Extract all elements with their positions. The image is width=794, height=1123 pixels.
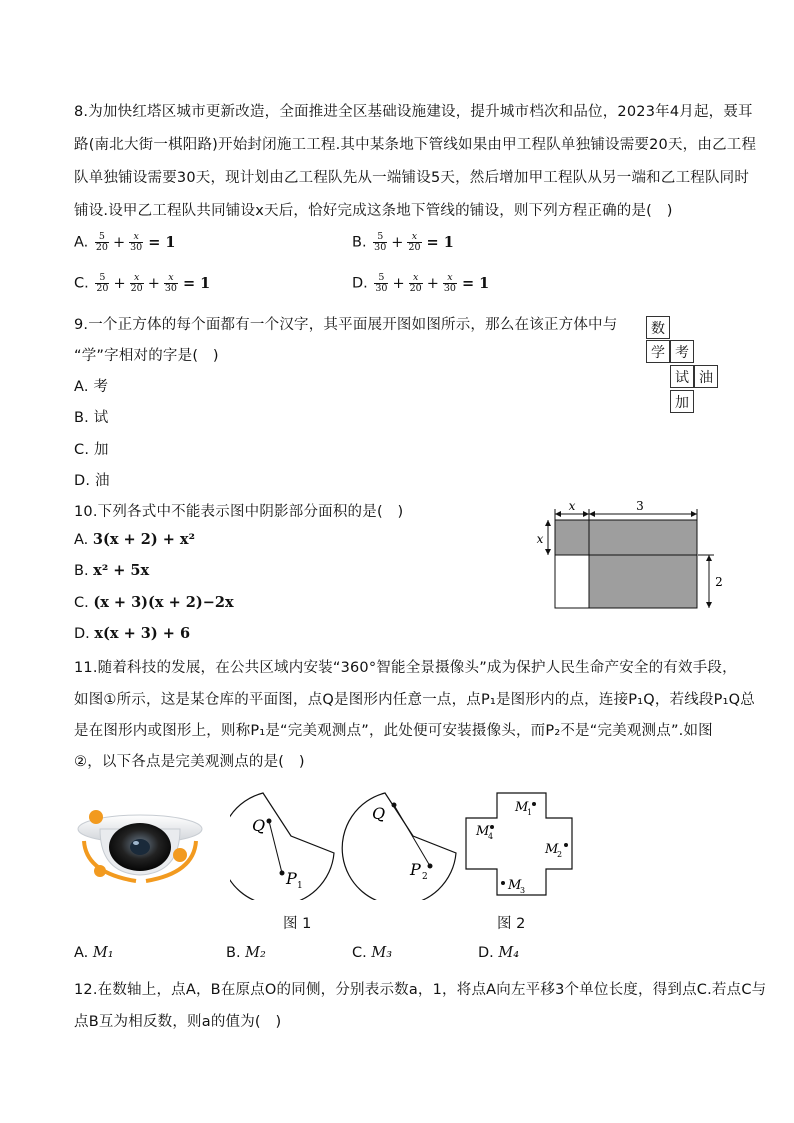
label-m3-sub: 3	[520, 886, 526, 895]
q10-option-c-letter: C.	[74, 595, 89, 611]
shaded-top-strip	[555, 520, 697, 555]
q10-text-line-1: 10.下列各式中不能表示图中阴影部分面积的是( )	[74, 504, 404, 520]
q10-option-a[interactable]	[74, 531, 195, 548]
label-p2-sub: 2	[422, 872, 428, 882]
q11-option-b-letter: B.	[226, 945, 241, 961]
fraction-numerator: x	[130, 273, 144, 284]
q9-text-line-2: “学”字相对的字是( )	[74, 348, 219, 364]
fraction	[374, 273, 388, 294]
white-bottom-left	[555, 555, 589, 608]
arrow-up-icon	[706, 555, 712, 561]
fraction-denominator: 20	[96, 283, 109, 294]
equation-rhs: = 1	[182, 274, 211, 292]
q11-text-line-4: ②，以下各点是完美观测点的是( )	[74, 754, 305, 770]
label-top-x: x	[568, 500, 576, 513]
q8-text-line-1: 8.为加快红塔区城市更新改造，全面推进全区基础设施建设，提升城市档次和品位，2023年4月起，聂耳	[74, 104, 753, 120]
q9-option-a[interactable]: A. 考	[74, 379, 109, 395]
q11-option-d-letter: D.	[478, 945, 494, 961]
q8-option-b[interactable]	[352, 232, 454, 253]
arrow-up-icon	[545, 520, 551, 526]
arrow-down-icon	[545, 549, 551, 555]
plus-sign: +	[112, 234, 126, 251]
fraction-denominator: 30	[375, 283, 388, 294]
arrow-left-icon	[589, 511, 595, 517]
q8-option-d[interactable]	[352, 273, 489, 294]
label-m1-sub: 1	[527, 808, 533, 817]
q11-option-d[interactable]	[478, 945, 519, 961]
q11-option-b-expr: M₂	[245, 945, 266, 961]
label-q2: Q	[372, 804, 386, 823]
q11-option-d-expr: M₄	[498, 945, 520, 961]
fraction-denominator: 20	[95, 242, 108, 253]
equation-rhs: = 1	[461, 274, 490, 292]
net-cell-xue: 学	[646, 340, 670, 363]
fraction-numerator: 5	[95, 273, 109, 284]
label-p1: P	[286, 869, 297, 888]
label-left-x: x	[536, 532, 544, 546]
label-q: Q	[252, 816, 266, 835]
sector-shape-1	[230, 793, 334, 900]
q8-text-line-4: 铺设.设甲乙工程队共同铺设x天后，恰好完成这条地下管线的铺设，则下列方程正确的是( )	[74, 203, 673, 219]
label-p1-sub: 1	[297, 881, 303, 891]
q12-text-line-2: 点B互为相反数，则a的值为( )	[74, 1014, 282, 1030]
q8-option-letter: C.	[74, 275, 94, 292]
q10-option-d-expr: x(x + 3) + 6	[94, 625, 191, 642]
q8-text-line-2: 路(南北大街一棋阳路)开始封闭施工工程.其中某条地下管线如果由甲工程队单独铺设需要20天，由乙工程	[74, 137, 757, 153]
shaded-bottom-right	[589, 555, 697, 608]
net-cell-shi: 试	[670, 365, 694, 388]
plus-sign: +	[113, 275, 126, 292]
q9-text-line-1: 9.一个正方体的每个面都有一个汉字，其平面展开图如图所示，那么在该正方体中与	[74, 317, 618, 333]
fraction	[164, 273, 178, 294]
q11-option-a[interactable]	[74, 945, 114, 961]
fraction	[407, 232, 421, 253]
label-m1: M	[515, 800, 529, 815]
figure-1-caption: 图 1	[283, 916, 312, 932]
plus-sign: +	[426, 275, 439, 292]
label-m2-sub: 2	[557, 850, 563, 859]
q8-option-c[interactable]	[74, 273, 210, 294]
fraction-denominator: 30	[443, 283, 456, 294]
shaded-area-figure	[528, 500, 728, 615]
q8-option-letter: A.	[74, 234, 93, 251]
fraction-numerator: x	[129, 232, 143, 243]
q9-option-d[interactable]: D. 油	[74, 473, 110, 489]
q10-option-b-letter: B.	[74, 563, 89, 579]
plus-sign: +	[391, 234, 404, 251]
fraction-numerator: x	[443, 273, 457, 284]
fraction	[443, 273, 457, 294]
fraction-denominator: 30	[164, 283, 177, 294]
net-cell-you: 油	[694, 365, 718, 388]
fraction-denominator: 20	[408, 242, 421, 253]
label-m4-sub: 4	[488, 832, 494, 841]
equation-rhs: = 1	[426, 233, 454, 251]
label-m4: M	[476, 824, 490, 839]
q10-option-d[interactable]	[74, 625, 190, 642]
q11-option-c-expr: M₃	[371, 945, 393, 961]
q11-text-line-3: 是在图形内或图形上，则称P₁是“完美观测点”，此处便可安装摄像头，而P₂不是“完美观测点”.如图	[74, 723, 713, 739]
q11-option-c[interactable]	[352, 945, 392, 961]
fraction-denominator: 30	[130, 242, 143, 253]
q11-text-line-2: 如图①所示，这是某仓库的平面图，点Q是图形内任意一点，点P₁是图形内的点，连接P₁Q，若线段P₁Q总	[74, 692, 755, 708]
plus-sign: +	[392, 275, 405, 292]
q8-text-line-3: 队单独铺设需要30天，现计划由乙工程队先从一端铺设5天，然后增加甲工程队从另一端和乙工程队同时	[74, 170, 750, 186]
q9-option-b[interactable]: B. 试	[74, 410, 109, 426]
fraction-numerator: x	[407, 232, 421, 243]
q10-option-c[interactable]	[74, 594, 234, 611]
plus-sign: +	[147, 275, 160, 292]
fraction	[373, 232, 387, 253]
q10-option-d-letter: D.	[74, 626, 90, 642]
q10-option-b-expr: x² + 5x	[93, 562, 150, 579]
label-m2: M	[545, 842, 559, 857]
q9-option-c[interactable]: C. 加	[74, 442, 109, 458]
net-cell-shu: 数	[646, 316, 670, 339]
fraction	[95, 232, 109, 253]
fraction-numerator: 5	[373, 232, 387, 243]
fraction-denominator: 30	[374, 242, 387, 253]
arrow-right-icon	[691, 511, 697, 517]
q8-option-a[interactable]	[74, 232, 176, 253]
sector-shape-2	[342, 793, 456, 900]
q8-option-letter: B.	[352, 234, 372, 251]
fraction-numerator: x	[164, 273, 178, 284]
q11-text-line-1: 11.随着科技的发展，在公共区域内安装“360°智能全景摄像头”成为保护人民生命产安全的有效手段，	[74, 660, 737, 676]
fraction	[130, 273, 144, 294]
fraction	[95, 273, 109, 294]
label-m3: M	[508, 878, 522, 893]
q11-option-a-expr: M₁	[92, 945, 114, 961]
camera-image	[76, 795, 208, 887]
q8-option-letter: D.	[352, 275, 373, 292]
label-p2: P	[410, 860, 421, 879]
label-right-2: 2	[715, 575, 723, 589]
equation-rhs: = 1	[148, 233, 176, 251]
fraction	[409, 273, 423, 294]
q10-option-b[interactable]	[74, 562, 149, 579]
fraction-denominator: 20	[409, 283, 422, 294]
fraction-numerator: 5	[95, 232, 109, 243]
figure-2-caption: 图 2	[497, 916, 526, 932]
arrow-left-icon	[555, 511, 561, 517]
q11-option-a-letter: A.	[74, 945, 89, 961]
fraction-numerator: 5	[374, 273, 388, 284]
label-top-3: 3	[636, 500, 644, 513]
figure-1-shapes	[230, 785, 590, 900]
q10-option-c-expr: (x + 3)(x + 2)−2x	[93, 594, 234, 611]
arrow-right-icon	[583, 511, 589, 517]
q12-text-line-1: 12.在数轴上，点A，B在原点O的同侧，分别表示数a，1，将点A向左平移3个单位长度，得到点C.若点C与	[74, 982, 767, 998]
q11-option-c-letter: C.	[352, 945, 367, 961]
q11-option-b[interactable]	[226, 945, 266, 961]
q10-option-a-letter: A.	[74, 532, 89, 548]
net-cell-kao: 考	[670, 340, 694, 363]
q10-option-a-expr: 3(x + 2) + x²	[92, 531, 195, 548]
fraction-numerator: x	[409, 273, 423, 284]
fraction	[129, 232, 143, 253]
net-cell-jia: 加	[670, 390, 694, 413]
fraction-denominator: 20	[130, 283, 143, 294]
arrow-down-icon	[706, 602, 712, 608]
